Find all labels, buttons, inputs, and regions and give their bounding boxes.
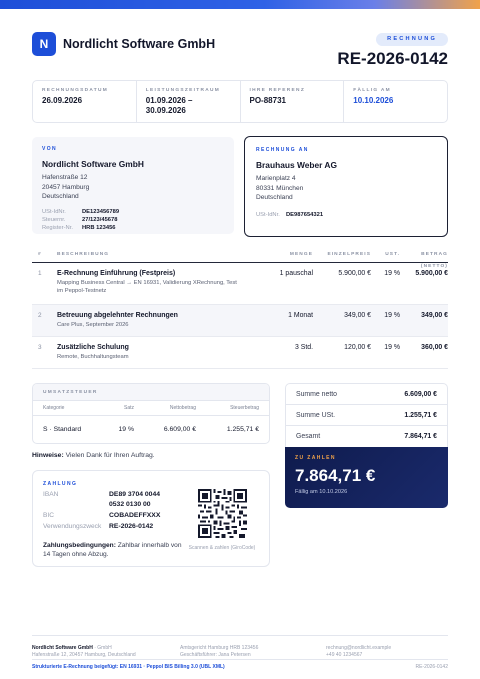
recipient-label: RECHNUNG AN — [256, 147, 309, 153]
table-row — [32, 263, 448, 305]
vat-col-category: Kategorie — [43, 405, 65, 411]
row-quantity: 1 Monat — [288, 312, 313, 319]
meta-value: 01.09.2026 – 30.09.2026 — [145, 96, 193, 115]
footer-court: Amtsgericht Hamburg HRB 123456 — [180, 645, 259, 651]
vat-col-tax: Steuerbetrag — [230, 405, 259, 411]
id-value: HRB 123456 — [82, 225, 116, 232]
row-total: 349,00 € — [421, 312, 448, 319]
id-value: DE123456789 — [82, 208, 120, 215]
row-pos: 2 — [38, 312, 42, 319]
sender-label: VON — [42, 146, 58, 152]
id-key: Register-Nr. — [42, 225, 73, 232]
vat-summary — [32, 383, 270, 444]
amount-due-box — [285, 447, 448, 508]
footer-company-suffix: · GmbH — [92, 645, 112, 651]
meta-invoice-date — [33, 81, 136, 122]
payment-card — [32, 470, 270, 567]
footer-email[interactable]: rechnung@nordlicht.example — [326, 645, 392, 651]
totals-lines — [285, 383, 448, 447]
row-pos: 3 — [38, 344, 42, 351]
footer-legal — [180, 645, 326, 659]
net-total-label: Summe netto — [296, 391, 337, 398]
row-subtitle: Remote, Buchhaltungsteam — [57, 354, 129, 360]
sender-id-row — [42, 208, 224, 216]
invoice-note — [32, 452, 155, 459]
row-title: Zusätzliche Schulung — [57, 344, 129, 351]
einvoice-note: Strukturierte E-Rechnung beigefügt: EN 16931 · Peppol BIS Billing 3.0 (UBL XML) — [32, 664, 225, 670]
meta-reference — [240, 81, 344, 122]
row-unit-price: 349,00 € — [344, 312, 371, 319]
row-pos: 1 — [38, 270, 42, 277]
recipient-city: 80331 München — [256, 184, 304, 192]
qr-caption: Scannen & zahlen (GiroCode) — [188, 545, 256, 551]
row-quantity: 3 Std. — [294, 344, 313, 351]
recipient-name: Brauhaus Weber AG — [256, 160, 337, 170]
row-total: 360,00 € — [421, 344, 448, 351]
line-items-table — [32, 249, 448, 369]
invoice-number: RE-2026-0142 — [337, 49, 448, 68]
vat-category: S · Standard — [43, 426, 82, 433]
gross-total-label: Gesamt — [296, 433, 321, 440]
table-row — [32, 305, 448, 337]
col-total: BETRAG (NETTO) — [420, 252, 448, 269]
footer-company — [32, 645, 180, 659]
id-key: USt-IdNr. — [42, 208, 66, 215]
id-value: DE987654321 — [286, 211, 324, 218]
company-name: Nordlicht Software GmbH — [63, 37, 216, 51]
gross-total-value: 7.864,71 € — [404, 433, 437, 440]
row-description — [57, 270, 239, 297]
page-footer — [32, 635, 448, 659]
vat-net: 6.609,00 € — [163, 426, 196, 433]
payment-label: ZAHLUNG — [43, 481, 78, 487]
footer-einvoice-bar — [32, 659, 448, 670]
footer-contact — [326, 645, 448, 659]
vat-col-net: Nettobetrag — [169, 405, 196, 411]
table-row — [32, 337, 448, 369]
meta-value: 26.09.2026 — [42, 96, 83, 105]
row-title: E-Rechnung Einführung (Festpreis) — [57, 270, 176, 277]
footer-phone[interactable]: +49 40 1234567 — [326, 652, 363, 658]
vat-summary-row — [33, 416, 269, 443]
row-quantity: 1 pauschal — [279, 270, 313, 277]
row-unit-price: 5.900,00 € — [338, 270, 371, 277]
sender-name: Nordlicht Software GmbH — [42, 159, 144, 169]
row-unit-price: 120,00 € — [344, 344, 371, 351]
row-title: Betreuung abgelehnter Rechnungen — [57, 312, 178, 319]
meta-value: 10.10.2026 — [353, 96, 394, 105]
row-vat: 19 % — [384, 312, 400, 319]
row-description — [57, 344, 239, 361]
sender-country: Deutschland — [42, 193, 79, 201]
row-total: 5.900,00 € — [415, 270, 448, 277]
sender-id-row — [42, 216, 224, 224]
bic-value[interactable]: COBADEFFXXX — [109, 512, 161, 519]
net-total-value: 6.609,00 € — [404, 391, 437, 398]
terms-text: Zahlbar innerhalb von 14 Tagen ohne Abzug. — [43, 542, 182, 558]
row-vat: 19 % — [384, 270, 400, 277]
vat-summary-header — [33, 384, 269, 401]
footer-company-name: Nordlicht Software GmbH — [32, 645, 93, 651]
vat-summary-label: UMSATZSTEUER — [43, 390, 98, 395]
vat-total-value: 1.255,71 € — [404, 412, 437, 419]
recipient-street: Marienplatz 4 — [256, 175, 296, 182]
meta-value: PO-88731 — [249, 96, 286, 105]
footer-address: Hafenstraße 12, 20457 Hamburg, Deutschland — [32, 652, 136, 658]
meta-label: RECHNUNGSDATUM — [42, 88, 109, 93]
net-total-row — [286, 384, 447, 405]
vat-summary-columns — [33, 401, 269, 416]
company-logo: N — [32, 32, 56, 56]
payment-terms — [43, 541, 183, 559]
sender-ids — [42, 208, 224, 233]
invoice-meta — [32, 80, 448, 123]
meta-label: IHRE REFERENZ — [249, 88, 306, 93]
iban-label: IBAN — [43, 491, 59, 498]
col-pos: # — [38, 252, 42, 257]
sender-street: Hafenstraße 12 — [42, 174, 88, 181]
footer-company-line — [32, 645, 180, 652]
vat-total-label: Summe USt. — [296, 412, 336, 419]
vat-total-row — [286, 405, 447, 426]
sender-address — [42, 173, 224, 202]
recipient-country: Deutschland — [256, 194, 293, 202]
reference-value[interactable]: RE-2026-0142 — [109, 523, 154, 530]
recipient-vat-row — [256, 211, 436, 219]
col-unit-price: EINZELPREIS — [327, 252, 371, 257]
sender-card — [32, 137, 234, 234]
row-subtitle: Care Plus, September 2026 — [57, 322, 129, 328]
amount-due-date: Fällig am 10.10.2026 — [295, 489, 348, 495]
vat-rate: 19 % — [118, 426, 134, 433]
row-vat: 19 % — [384, 344, 400, 351]
terms-label: Zahlungsbedingungen: — [43, 542, 116, 549]
recipient-address — [256, 174, 436, 203]
id-key: Steuernr. — [42, 216, 66, 223]
footer-doc-ref: RE-2026-0142 — [415, 664, 448, 670]
reference-label: Verwendungszweck — [43, 523, 102, 530]
col-vat: UST. — [385, 252, 400, 257]
recipient-card — [244, 136, 448, 237]
footer-ceo: Geschäftsführer: Jana Petersen — [180, 652, 251, 658]
gross-total-row — [286, 426, 447, 447]
col-description: BESCHREIBUNG — [57, 252, 110, 257]
row-description — [57, 312, 239, 329]
meta-due-date — [343, 81, 447, 122]
sender-id-row — [42, 224, 224, 232]
meta-label: FÄLLIG AM — [353, 88, 391, 93]
vat-tax: 1.255,71 € — [226, 426, 259, 433]
totals-panel — [285, 383, 448, 508]
amount-due-value: 7.864,71 € — [295, 466, 376, 485]
iban-line-2[interactable]: 0532 0130 00 — [109, 501, 151, 508]
meta-label: LEISTUNGSZEITRAUM — [145, 88, 221, 93]
qr-code-icon[interactable] — [198, 489, 247, 538]
doc-type-badge: RECHNUNG — [376, 33, 448, 46]
sender-city: 20457 Hamburg — [42, 183, 90, 191]
row-subtitle: Mapping Business Central → EN 16931, Validierung XRechnung, Test im Peppol-Testnetz — [57, 280, 237, 295]
col-quantity: MENGE — [289, 252, 313, 257]
note-text: Vielen Dank für Ihren Auftrag. — [65, 452, 155, 459]
top-accent-bar — [0, 0, 480, 9]
iban-line-1[interactable]: DE89 3704 0044 — [109, 491, 161, 498]
bic-label: BIC — [43, 512, 54, 519]
vat-col-rate: Satz — [123, 405, 134, 411]
note-label: Hinweise: — [32, 452, 64, 459]
id-value: 27/123/45678 — [82, 216, 118, 223]
line-items-header — [32, 249, 448, 269]
meta-service-period — [136, 81, 240, 122]
id-key: USt-IdNr. — [256, 211, 280, 218]
amount-due-label: ZU ZAHLEN — [295, 455, 336, 461]
